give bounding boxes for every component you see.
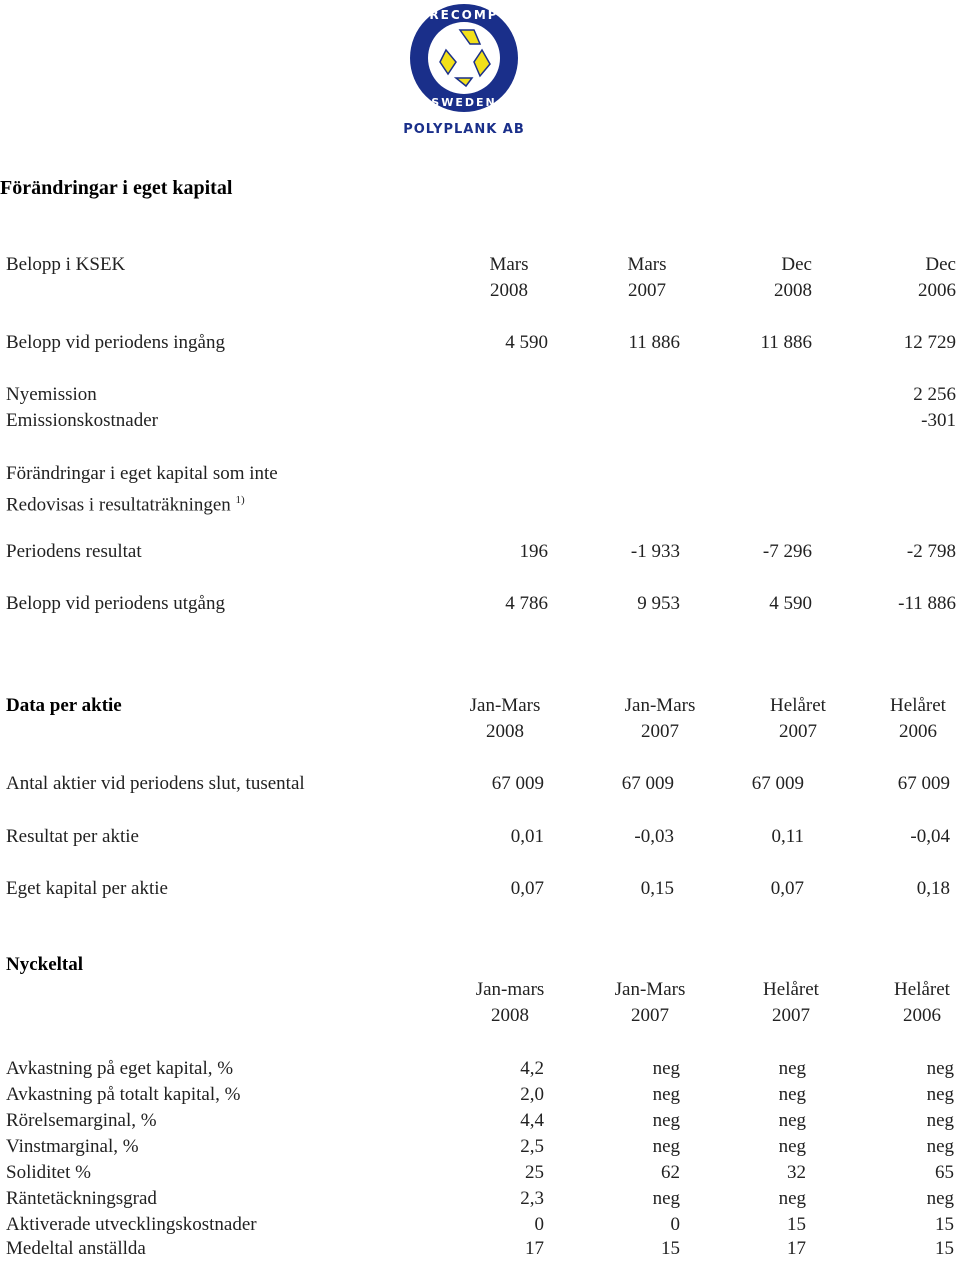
equity-col-3-line1: Dec xyxy=(781,254,812,275)
changes-note-line1: Förändringar i eget kapital som inte xyxy=(6,463,278,484)
issue-costs-value: -301 xyxy=(921,410,956,431)
equity-col-4-line1: Dec xyxy=(925,254,956,275)
period-result-value: 196 xyxy=(519,541,548,562)
opening-balance-label: Belopp vid periodens ingång xyxy=(6,332,225,353)
key-ratio-value: neg xyxy=(652,1084,680,1105)
key-ratio-value: 65 xyxy=(935,1162,954,1183)
key-ratios-col-3-line2: 2007 xyxy=(772,1005,810,1026)
key-ratios-col-1-line1: Jan-mars xyxy=(475,979,545,1000)
per-share-value: 0,15 xyxy=(640,878,674,899)
period-result-value: -1 933 xyxy=(630,541,680,562)
key-ratio-value: 15 xyxy=(935,1238,954,1259)
issue-costs-label: Emissionskostnader xyxy=(6,410,158,431)
key-ratio-value: neg xyxy=(778,1058,806,1079)
per-share-col-3-line1: Helåret xyxy=(770,695,826,716)
per-share-value: 67 009 xyxy=(897,773,950,794)
key-ratios-col-1-line2: 2008 xyxy=(491,1005,529,1026)
key-ratio-row-label: Medeltal anställda xyxy=(6,1238,146,1259)
svg-text:RECOMP: RECOMP xyxy=(429,8,499,22)
equity-col-1-line2: 2008 xyxy=(490,280,528,301)
key-ratio-row-label: Avkastning på eget kapital, % xyxy=(6,1058,234,1079)
per-share-value: -0,03 xyxy=(634,826,674,847)
key-ratios-col-2-line1: Jan-Mars xyxy=(614,979,686,1000)
closing-balance-value: 9 953 xyxy=(637,593,680,614)
new-issue-label: Nyemission xyxy=(6,384,97,405)
key-ratios-col-4-line2: 2006 xyxy=(903,1005,941,1026)
key-ratio-row-label: Avkastning på totalt kapital, % xyxy=(6,1084,241,1105)
key-ratio-row-label: Aktiverade utvecklingskostnader xyxy=(6,1214,257,1235)
per-share-value: 0,18 xyxy=(916,878,950,899)
closing-balance-label: Belopp vid periodens utgång xyxy=(6,593,225,614)
key-ratio-value: neg xyxy=(926,1110,954,1131)
key-ratio-value: 0 xyxy=(670,1214,680,1235)
key-ratio-value: neg xyxy=(652,1110,680,1131)
closing-balance-value: 4 786 xyxy=(505,593,548,614)
key-ratio-value: neg xyxy=(778,1188,806,1209)
period-result-label: Periodens resultat xyxy=(6,541,142,562)
per-share-value: -0,04 xyxy=(910,826,950,847)
per-share-value: 0,11 xyxy=(771,826,804,847)
key-ratio-value: 17 xyxy=(525,1238,544,1259)
per-share-value: 67 009 xyxy=(751,773,804,794)
per-share-col-2-line1: Jan-Mars xyxy=(624,695,696,716)
key-ratio-value: neg xyxy=(926,1188,954,1209)
equity-header-label: Belopp i KSEK xyxy=(6,254,126,275)
key-ratio-value: 2,3 xyxy=(520,1188,544,1209)
key-ratio-value: 15 xyxy=(787,1214,806,1235)
equity-col-2-line2: 2007 xyxy=(628,280,666,301)
key-ratio-row-label: Räntetäckningsgrad xyxy=(6,1188,157,1209)
key-ratio-row-label: Vinstmarginal, % xyxy=(6,1136,139,1157)
key-ratio-value: 15 xyxy=(935,1214,954,1235)
key-ratio-value: neg xyxy=(926,1084,954,1105)
key-ratio-value: 32 xyxy=(787,1162,806,1183)
key-ratio-value: neg xyxy=(926,1058,954,1079)
opening-balance-value: 11 886 xyxy=(628,332,680,353)
key-ratio-value: neg xyxy=(778,1084,806,1105)
key-ratio-value: 2,5 xyxy=(520,1136,544,1157)
key-ratio-value: neg xyxy=(778,1110,806,1131)
key-ratios-col-4-line1: Helåret xyxy=(894,979,950,1000)
key-ratio-value: 4,2 xyxy=(520,1058,544,1079)
opening-balance-value: 11 886 xyxy=(760,332,812,353)
key-ratios-col-2-line2: 2007 xyxy=(631,1005,669,1026)
per-share-col-4-line2: 2006 xyxy=(899,721,937,742)
footnote-marker: 1) xyxy=(235,494,245,506)
per-share-value: 0,01 xyxy=(510,826,544,847)
per-share-col-4-line1: Helåret xyxy=(890,695,946,716)
key-ratio-value: neg xyxy=(926,1136,954,1157)
key-ratios-section-title: Nyckeltal xyxy=(6,954,84,975)
per-share-value: 0,07 xyxy=(510,878,544,899)
closing-balance-value: -11 886 xyxy=(898,593,956,614)
key-ratio-value: 4,4 xyxy=(520,1110,544,1131)
equity-col-2-line1: Mars xyxy=(627,254,667,275)
per-share-row-label: Eget kapital per aktie xyxy=(6,878,168,899)
per-share-col-1-line1: Jan-Mars xyxy=(469,695,541,716)
key-ratio-value: 0 xyxy=(534,1214,544,1235)
key-ratio-value: neg xyxy=(652,1058,680,1079)
key-ratio-value: neg xyxy=(652,1188,680,1209)
key-ratio-row-label: Rörelsemarginal, % xyxy=(6,1110,157,1131)
per-share-value: 0,07 xyxy=(770,878,804,899)
equity-col-3-line2: 2008 xyxy=(774,280,812,301)
equity-col-1-line1: Mars xyxy=(489,254,529,275)
company-name: POLYPLANK AB xyxy=(403,122,525,137)
per-share-row-label: Resultat per aktie xyxy=(6,826,139,847)
key-ratio-value: neg xyxy=(778,1136,806,1157)
new-issue-value: 2 256 xyxy=(913,384,956,405)
key-ratio-value: neg xyxy=(652,1136,680,1157)
key-ratio-value: 25 xyxy=(525,1162,544,1183)
equity-col-4-line2: 2006 xyxy=(918,280,956,301)
per-share-col-2-line2: 2007 xyxy=(641,721,679,742)
opening-balance-value: 12 729 xyxy=(903,332,956,353)
closing-balance-value: 4 590 xyxy=(769,593,812,614)
svg-text:SWEDEN: SWEDEN xyxy=(431,96,497,109)
per-share-row-label: Antal aktier vid periodens slut, tusental xyxy=(6,773,305,794)
key-ratio-value: 17 xyxy=(787,1238,806,1259)
period-result-value: -2 798 xyxy=(906,541,956,562)
recomp-recycle-logo xyxy=(400,0,528,140)
key-ratios-col-3-line1: Helåret xyxy=(763,979,819,1000)
changes-note-line2: Redovisas i resultaträkningen $^{1)}$ xyxy=(6,494,245,516)
per-share-col-1-line2: 2008 xyxy=(486,721,524,742)
company-logo xyxy=(400,0,528,140)
key-ratio-value: 62 xyxy=(661,1162,680,1183)
per-share-col-3-line2: 2007 xyxy=(779,721,817,742)
opening-balance-value: 4 590 xyxy=(505,332,548,353)
period-result-value: -7 296 xyxy=(762,541,812,562)
key-ratio-value: 2,0 xyxy=(520,1084,544,1105)
per-share-value: 67 009 xyxy=(491,773,544,794)
per-share-value: 67 009 xyxy=(621,773,674,794)
equity-section-title: Förändringar i eget kapital xyxy=(0,177,233,199)
per-share-section-title: Data per aktie xyxy=(6,695,122,716)
key-ratio-value: 15 xyxy=(661,1238,680,1259)
key-ratio-row-label: Soliditet % xyxy=(6,1162,91,1183)
